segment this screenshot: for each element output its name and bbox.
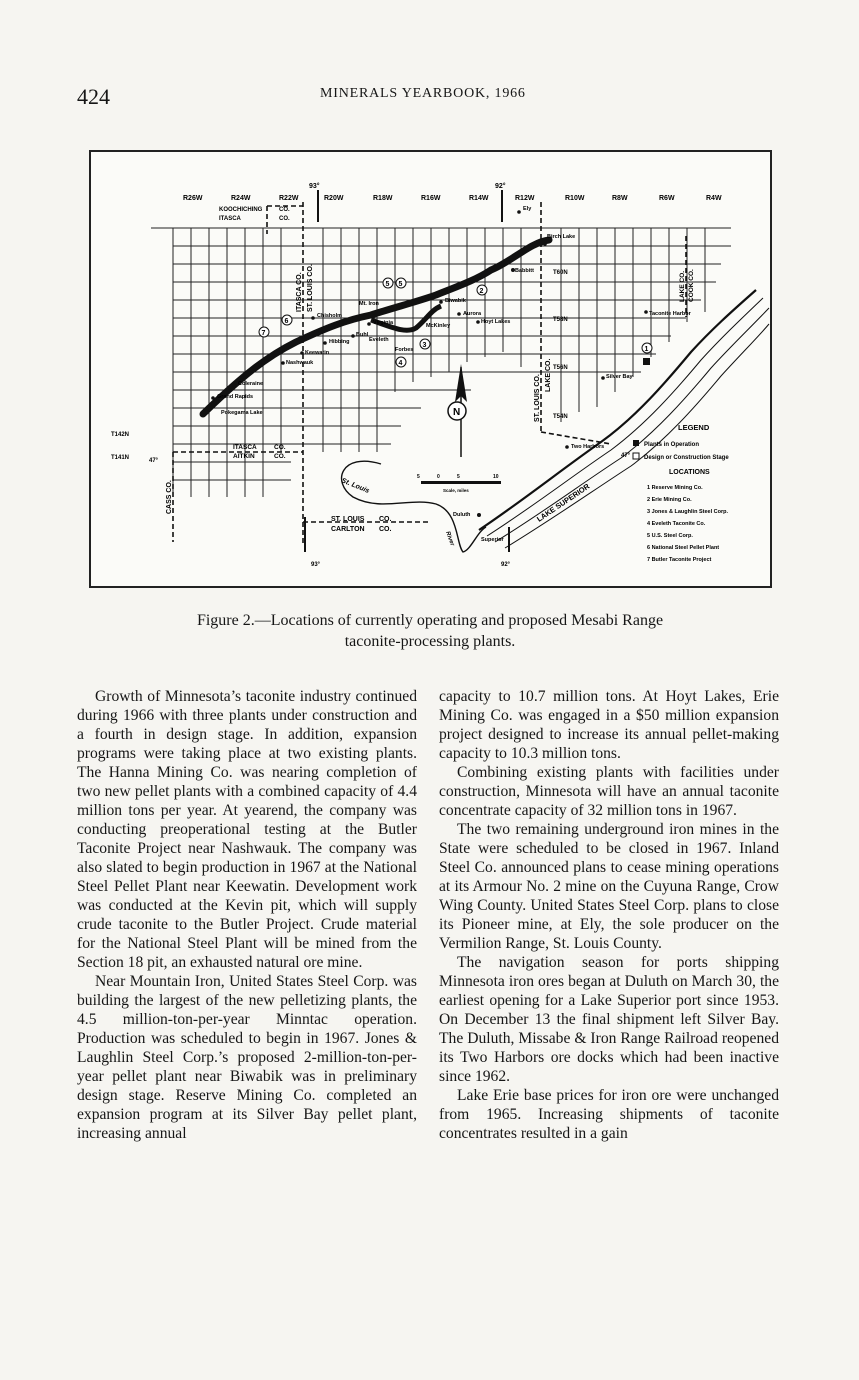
- plant-marker-label: 3: [422, 342, 427, 349]
- place-label: Hoyt Lakes: [481, 319, 511, 325]
- st-louis-river: [342, 461, 486, 552]
- scale-tick: 5: [417, 474, 420, 480]
- place-label: Two Harbors: [571, 444, 605, 450]
- longitude-93-bottom: 93°: [311, 562, 321, 568]
- scale-tick: 10: [493, 474, 499, 480]
- plant-marker-label: 5: [398, 281, 403, 288]
- paragraph: The two remaining underground iron mines in the State were scheduled to be closed in 1967. Inland Steel Co. announced plans to cease mining operations at its Armour No. 2 mine on the Cuyuna Range, Crow Wing County. United States Steel Corp. plans to close its Pioneer mine, at Ely, the sole producer on the Vermilion Range, St. Louis County.: [439, 821, 779, 952]
- county-label-stlouis-vertical: ST. LOUIS CO.: [307, 264, 314, 312]
- place-label: Eveleth: [369, 337, 389, 343]
- body-column-left: [77, 687, 417, 1143]
- county-label-koochiching: KOOCHICHING: [219, 207, 263, 213]
- place-label: Superior: [481, 537, 504, 543]
- longitude-93-top: 93°: [309, 183, 320, 190]
- place-label: McKinley: [426, 323, 451, 329]
- range-label: R20W: [324, 195, 344, 202]
- legend-location-item: 2 Erie Mining Co.: [647, 497, 692, 503]
- place-label: Silver Bay: [606, 374, 633, 380]
- county-label-lake-cook-1: LAKE CO.: [679, 270, 686, 302]
- lake-contour-2: [495, 308, 769, 542]
- scale-tick: 0: [437, 474, 440, 480]
- county-label-koochiching-co: CO.: [279, 207, 290, 213]
- legend-location-item: 1 Reserve Mining Co.: [647, 485, 703, 491]
- paragraph: The navigation season for ports shipping Minnesota iron ores began at Duluth on March 30, the earliest opening for a Lake Superior port since 1953. On December 13 the final shipment left Silver Bay. The Duluth, Missabe & Iron Range Railroad reopened its Two Harbors ore docks which had been inactive since 1962.: [439, 954, 779, 1085]
- range-label: R12W: [515, 195, 535, 202]
- parallel-label-left: 47°: [149, 458, 159, 464]
- legend-location-item: 4 Eveleth Taconite Co.: [647, 521, 706, 527]
- legend-operating-symbol: [633, 440, 639, 446]
- county-label-itasca-vertical: ITASCA CO.: [296, 272, 303, 312]
- plant-marker-label: 1: [644, 346, 649, 353]
- place-label: Aurora: [463, 311, 482, 317]
- place-label: Babbitt: [515, 268, 534, 274]
- township-label: T142N: [111, 432, 130, 438]
- township-label: T58N: [553, 317, 568, 323]
- paragraph: Growth of Minnesota’s taconite industry continued during 1966 with three plants under construction and a fourth in design stage. In addition, expansion programs were taking place at two existing plants. The Hanna Mining Co. was nearing completion of two new pellet plants with a combined capacity of 4.4 million tons per year. At yearend, the company was conducting preoperational testing at the Butler Taconite Project near Nashwauk. The company was also slated to begin production in 1967 at the National Steel Pellet Plant near Keewatin. Development work was conducted at the Kevin pit, which will supply crude taconite to the Butler Project. Crude material for the National Steel Plant will be mined from the Section 18 pit, an exhausted natural ore mine.: [77, 688, 417, 971]
- place-label: Coleraine: [238, 381, 264, 387]
- county-label-carlton: CARLTON: [331, 526, 365, 533]
- place-label: Forbes: [395, 347, 414, 353]
- paragraph: Near Mountain Iron, United States Steel Corp. was building the largest of the new pelletizing plants, the 4.5 million-ton-per-year Minntac operation. Production was scheduled to begin in 1967. Jones & Laughlin Steel Corp.’s proposed 2-million-ton-per-year pellet plant near Biwabik was in preliminary design stage. Reserve Mining Co. completed an expansion program at its Silver Bay pellet plant, increasing annual: [77, 973, 417, 1142]
- place-label: Nashwauk: [286, 360, 314, 366]
- legend-design-symbol: [633, 453, 639, 459]
- legend-design-label: Design or Construction Stage: [644, 455, 729, 461]
- place-label: Mt. Iron: [359, 301, 379, 307]
- place-label: Taconite Harbor: [649, 311, 691, 317]
- county-label-stlouis-bottom: ST. LOUIS: [331, 516, 365, 523]
- lake-superior-label: LAKE SUPERIOR: [535, 481, 592, 524]
- plant-marker-label: 5: [385, 281, 390, 288]
- legend-location-item: 5 U.S. Steel Corp.: [647, 533, 693, 539]
- county-label-carlton-co: CO.: [379, 526, 392, 533]
- scale-tick: 5: [457, 474, 460, 480]
- place-label: Grand Rapids: [217, 394, 254, 400]
- county-label-cass: CASS CO.: [166, 480, 173, 514]
- scale-unit: Scale, miles: [443, 488, 469, 493]
- figure-caption: [120, 610, 740, 652]
- north-arrow-label: N: [453, 407, 461, 418]
- county-label-aitkin-co: CO.: [274, 453, 286, 460]
- mesabi-range-band: [203, 240, 549, 414]
- place-label: Buhl: [356, 332, 369, 338]
- range-label: R4W: [706, 195, 722, 202]
- paragraph-continuation: capacity to 10.7 million tons. At Hoyt Lakes, Erie Mining Co. was engaged in a $50 million expansion project designed to increase its annual pellet-making capacity to 10.3 million tons.: [439, 688, 779, 762]
- county-label-stlouis-right: ST. LOUIS CO.: [534, 374, 541, 422]
- longitude-92-top: 92°: [495, 183, 506, 190]
- paragraph: Combining existing plants with facilities under construction, Minnesota will have an annual taconite concentrate capacity of 32 million tons in 1967.: [439, 764, 779, 819]
- place-label: Biwabik: [445, 298, 466, 304]
- county-label-itasca-bottom-co: CO.: [274, 444, 286, 451]
- legend: [633, 423, 729, 563]
- map-figure: [89, 150, 772, 588]
- longitude-92-bottom: 92°: [501, 562, 511, 568]
- river-label: River: [444, 530, 455, 547]
- place-label: Duluth: [453, 512, 471, 518]
- plant-marker-label: 4: [398, 360, 403, 367]
- place-label: Ely: [523, 206, 532, 212]
- caption-line-1: Figure 2.—Locations of currently operating and proposed Mesabi Range: [196, 612, 664, 629]
- body-column-right: [439, 687, 779, 1143]
- page-number: 424: [77, 84, 110, 109]
- legend-location-item: 3 Jones & Laughlin Steel Corp.: [647, 509, 728, 515]
- place-label: Chisholm: [317, 313, 343, 319]
- county-label-aitkin: AITKIN: [233, 453, 255, 460]
- range-label: R26W: [183, 195, 203, 202]
- lake-contour-1: [487, 298, 763, 536]
- plant-operating-symbol: [643, 358, 650, 365]
- range-label: R22W: [279, 195, 299, 202]
- place-label: Hibbing: [329, 339, 350, 345]
- legend-location-item: 6 National Steel Pellet Plant: [647, 545, 720, 551]
- legend-locations-title: LOCATIONS: [669, 469, 710, 476]
- caption-line-2: taconite-processing plants.: [344, 633, 516, 650]
- meridians: [305, 190, 509, 552]
- township-label: T60N: [553, 270, 568, 276]
- plant-marker-label: 2: [479, 288, 484, 295]
- range-label: R16W: [421, 195, 441, 202]
- county-label-itasca: ITASCA: [219, 216, 241, 222]
- plant-marker-label: 7: [261, 330, 266, 337]
- north-arrow: [448, 364, 467, 457]
- township-label: T141N: [111, 455, 130, 461]
- county-label-lake-right: LAKE CO.: [545, 358, 552, 392]
- range-label: R8W: [612, 195, 628, 202]
- county-label-stlouis-bottom-co: CO.: [379, 516, 392, 523]
- paragraph: Lake Erie base prices for iron ore were unchanged from 1965. Increasing shipments of taconite concentrates resulted in a gain: [439, 1087, 779, 1142]
- plant-marker-label: 6: [284, 318, 289, 325]
- county-label-itasca-co: CO.: [279, 216, 290, 222]
- range-label: R14W: [469, 195, 489, 202]
- running-head: MINERALS YEARBOOK, 1966: [320, 86, 526, 101]
- mesabi-range-map: [91, 152, 770, 586]
- legend-title: LEGEND: [678, 423, 710, 432]
- range-label: R10W: [565, 195, 585, 202]
- range-label: R6W: [659, 195, 675, 202]
- legend-location-item: 7 Butler Taconite Project: [647, 557, 712, 563]
- place-label: Virginia: [373, 320, 394, 326]
- town-dots: [211, 210, 648, 517]
- township-label: T56N: [553, 365, 568, 371]
- legend-operating-label: Plants in Operation: [644, 442, 700, 448]
- place-label: Pokegama Lake: [221, 410, 263, 416]
- river-label: St. Louis: [340, 477, 371, 495]
- parallel-label-right: 47°: [621, 453, 631, 459]
- county-label-itasca-bottom: ITASCA: [233, 444, 257, 451]
- place-label: Keewatin: [305, 350, 330, 356]
- county-label-lake-cook-2: COOK CO.: [688, 269, 695, 302]
- range-label: R18W: [373, 195, 393, 202]
- place-label: Birch Lake: [547, 234, 576, 240]
- range-label: R24W: [231, 195, 251, 202]
- scale-bar: [417, 474, 501, 493]
- township-label: T54N: [553, 414, 568, 420]
